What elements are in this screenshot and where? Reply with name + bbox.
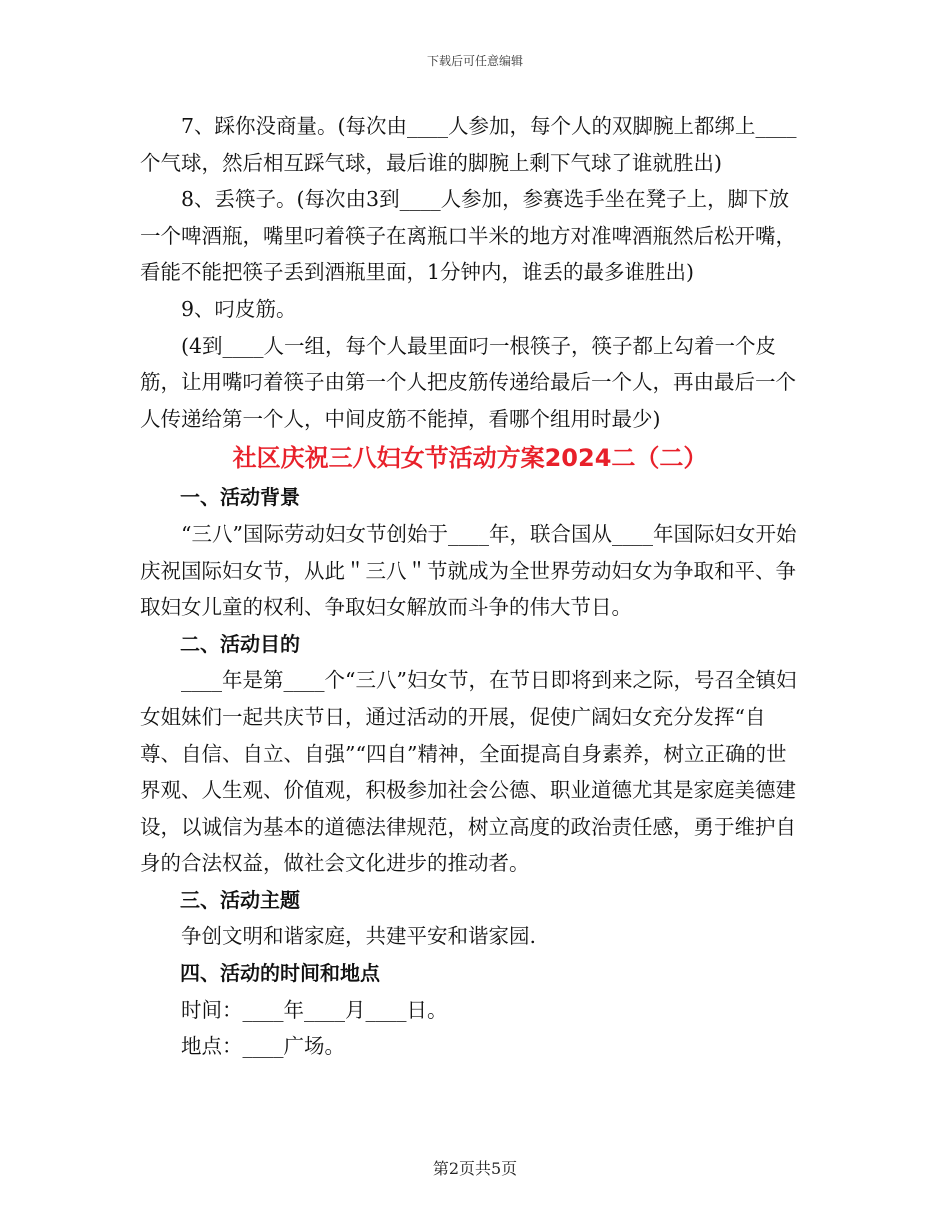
- heading-background: 一、活动背景: [180, 485, 300, 510]
- paragraph-theme: 争创文明和谐家庭，共建平安和谐家园.: [181, 924, 537, 949]
- line-time: 时间：____年____月____日。: [181, 997, 448, 1022]
- page-footer: 第2页共5页: [432, 1159, 518, 1178]
- heading-theme: 三、活动主题: [180, 887, 300, 912]
- line-place: 地点：____广场。: [181, 1034, 345, 1059]
- list-item-7: 7、踩你没商量。(每次由____人参加，每个人的双脚腕上都绑上____个气球，然后相互踩气球，最后谁的脚腕上剩下气球了谁就胜出): [140, 114, 797, 175]
- page-header: 下载后可任意编辑: [426, 54, 523, 68]
- paragraph-background: “三八”国际劳动妇女节创始于____年，联合国从____年国际妇女开始庆祝国际妇女节，从此＂三八＂节就成为全世界劳动妇女为争取和平、争取妇女儿童的权利、争取妇女解放而斗争的伟大节日。: [140, 521, 797, 620]
- heading-purpose: 二、活动目的: [180, 631, 300, 656]
- paragraph-purpose: ____年是第____个“三八”妇女节，在节日即将到来之际，号召全镇妇女姐妹们一起共庆节日，通过活动的开展，促使广阔妇女充分发挥“自尊、自信、自立、自强”“四自”精神，全面提高自身素养，树立正确的世界观、人生观、价值观，积极参加社会公德、职业道德尤其是家庭美德建设，以诚信为基本的道德法律规范，树立高度的政治责任感，勇于维护自身的合法权益，做社会文化进步的推动者。: [140, 668, 797, 876]
- list-item-9-detail: (4到____人一组，每个人最里面叼一根筷子，筷子都上勾着一个皮筋，让用嘴叼着筷子由第一个人把皮筋传递给最后一个人，再由最后一个人传递给第一个人，中间皮筋不能掉，看哪个组用时最少): [140, 333, 796, 431]
- list-item-9: 9、叼皮筋。: [181, 296, 297, 321]
- section-title: 社区庆祝三八妇女节活动方案2024二（二）: [232, 444, 708, 473]
- list-item-8: 8、丢筷子。(每次由3到____人参加，参赛选手坐在凳子上，脚下放一个啤酒瓶，嘴里叼着筷子在离瓶口半米的地方对准啤酒瓶然后松开嘴，看能不能把筷子丢到酒瓶里面，1分钟内，谁丢的最多谁胜出): [140, 187, 796, 285]
- heading-time-place: 四、活动的时间和地点: [180, 961, 380, 986]
- document-body: [140, 108, 800, 1065]
